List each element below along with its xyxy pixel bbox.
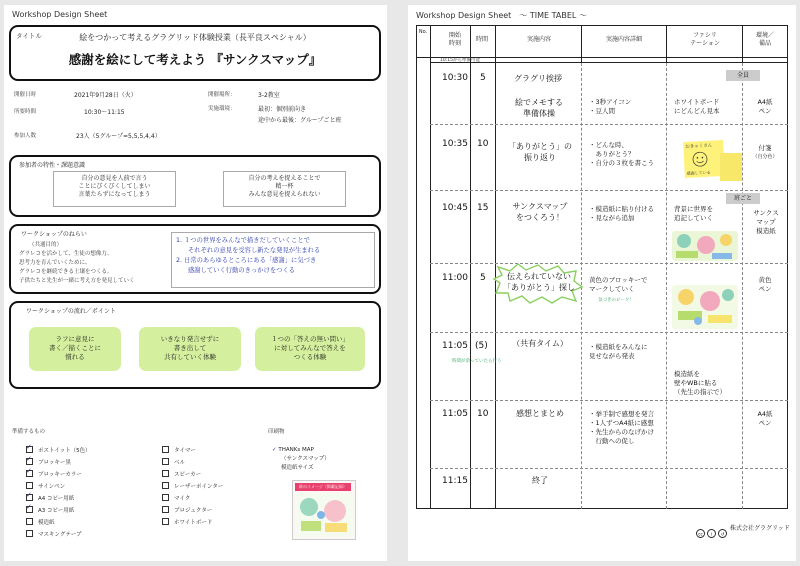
row-3-duration: 10 bbox=[477, 139, 489, 149]
row-3-detail: ・どんな時、 ありがとう？ ・自分の３枚を書こう bbox=[589, 141, 654, 167]
prep-item-label: A4 コピー用紙 bbox=[38, 496, 75, 502]
row-4-time: 10:45 bbox=[442, 203, 468, 213]
title-box bbox=[9, 25, 381, 81]
aim-description: グラレコを活かして、生徒の想像力、 思考力を育んでいくために、 グラレコを継続できる土壌をつくる。 子供たちと先生が一緒に考え方を発見していく bbox=[19, 251, 135, 284]
row-4-detail: ・模造紙に貼り付ける ・見ながら追加 bbox=[589, 205, 654, 222]
unchecked-box-icon[interactable] bbox=[162, 482, 169, 489]
checked-box-icon[interactable] bbox=[26, 470, 33, 477]
col-detail: 実施内容詳細 bbox=[605, 36, 642, 43]
aim-box bbox=[9, 224, 381, 294]
prep-item-label: ポストイット（5色） bbox=[38, 448, 91, 454]
row-6-activity: （共有タイム） bbox=[512, 339, 568, 348]
row-1-activity: グラグリ挨拶 bbox=[514, 74, 562, 83]
row-5-activity: 伝えられていない 「ありがとう」探し bbox=[503, 272, 575, 292]
prep-item-label: ホワイトボード bbox=[174, 520, 213, 526]
right-timetable-sheet bbox=[408, 5, 796, 561]
trait-card-1: 自分の意見を人前で言う ことにびくびくしてしまい 言葉たらずになってしまう bbox=[53, 171, 176, 207]
tag-group: 班ごと bbox=[726, 193, 760, 204]
row-2-environment: A4紙 ペン bbox=[757, 98, 773, 115]
row-8-duration: 10 bbox=[477, 409, 489, 419]
flow-card-1: ラフに意見に 書く／描くことに 慣れる bbox=[29, 327, 121, 371]
prep-item-label: ブロッキー黒 bbox=[38, 460, 71, 466]
creative-commons-icon bbox=[696, 529, 728, 538]
date-value: 2021年9月28日（火） bbox=[74, 92, 137, 99]
prep-item-label: プロジェクター bbox=[174, 508, 213, 514]
env-value-2: 途中から最後：グループごと班 bbox=[258, 117, 342, 124]
duration-label: 所要時間 bbox=[14, 109, 37, 115]
row-2-facilitation: ホワイトボード にどんどん見本 bbox=[674, 98, 720, 115]
row-5-duration: 5 bbox=[480, 273, 486, 283]
flow-box bbox=[9, 301, 381, 389]
row-9-activity: 終了 bbox=[532, 476, 548, 485]
duration-value: 10:30～11:15 bbox=[84, 109, 125, 116]
row-1-time: 10:30 bbox=[442, 73, 468, 83]
row-6-time: 11:05 bbox=[442, 341, 468, 351]
print-heading: 印刷物 bbox=[268, 429, 285, 435]
row-3-activity: 「ありがとう」の 振り返り bbox=[508, 142, 572, 162]
prep-item bbox=[162, 446, 196, 454]
prep-item bbox=[26, 470, 82, 478]
prep-item bbox=[26, 506, 74, 514]
sticky-note-stack bbox=[720, 153, 742, 181]
unchecked-box-icon[interactable] bbox=[26, 530, 33, 537]
thanks-map-image-1 bbox=[672, 231, 738, 261]
thanks-map-image-2 bbox=[672, 285, 738, 329]
title-label: タイトル bbox=[16, 32, 42, 40]
row-2-activity: 絵でメモする 準備体操 bbox=[515, 98, 563, 118]
aim-sub-heading: （共通目的） bbox=[29, 242, 63, 248]
checked-box-icon[interactable] bbox=[26, 458, 33, 465]
unchecked-box-icon[interactable] bbox=[162, 518, 169, 525]
print-item: ✓ THANKs MAP （サンクスマップ） 模造紙サイズ bbox=[272, 447, 330, 471]
prep-item bbox=[26, 482, 65, 490]
prep-item bbox=[26, 494, 74, 502]
prep-item bbox=[162, 482, 223, 490]
col-facilitation: ファシリ テーション bbox=[690, 32, 720, 47]
row-8-activity: 感想とまとめ bbox=[516, 409, 564, 418]
prep-item-label: A3 コピー用紙 bbox=[38, 508, 75, 514]
row-8-environment: A4紙 ペン bbox=[757, 410, 773, 427]
prep-item bbox=[162, 518, 212, 526]
subtitle: 絵をつかって考えるグラグリッド体験授業（長平良スペシャル） bbox=[79, 33, 311, 42]
col-no: No. bbox=[418, 29, 428, 35]
trait-card-2: 自分の考えを捉えることで 精一杯 みんな意見を捉えられない bbox=[223, 171, 346, 207]
col-activity: 実施内容 bbox=[526, 36, 551, 43]
thumbnail-caption: 絵のイメージ（掲載記録） bbox=[295, 483, 351, 491]
prep-item bbox=[162, 506, 212, 514]
left-design-sheet bbox=[4, 5, 387, 561]
prep-item-label: レーザーポインター bbox=[174, 484, 224, 490]
row-9-time: 11:15 bbox=[442, 476, 468, 486]
unchecked-box-icon[interactable] bbox=[162, 506, 169, 513]
prep-start-note: 10:15から準備可能 bbox=[440, 58, 480, 63]
prep-item bbox=[162, 470, 201, 478]
left-sheet-header: Workshop Design Sheet bbox=[12, 10, 108, 19]
main-title: 感謝を絵にして考えよう 『サンクスマップ』 bbox=[68, 52, 322, 67]
peak-note: 気づきのピーク！ bbox=[598, 298, 634, 303]
license-badge bbox=[696, 523, 728, 537]
thanks-map-illustration bbox=[295, 493, 353, 537]
people-label: 参加人数 bbox=[14, 133, 37, 139]
company-footer: 株式会社グラグリッド bbox=[730, 525, 790, 532]
unchecked-box-icon[interactable] bbox=[162, 458, 169, 465]
prep-item-label: マイク bbox=[174, 496, 191, 502]
traits-box bbox=[9, 155, 381, 217]
env-value-1: 最初：個別前向き bbox=[258, 106, 307, 113]
row-7-facilitation: 模造紙を 壁やWBに貼る （先生の指示で） bbox=[674, 370, 726, 396]
col-start: 開始 時刻 bbox=[448, 32, 461, 47]
prep-item bbox=[162, 494, 190, 502]
prep-item-label: ブロッキーカラー bbox=[38, 472, 82, 478]
thanks-map-thumbnail bbox=[292, 480, 356, 540]
row-6-duration: (5) bbox=[475, 341, 488, 351]
people-value: 23人（5グループ=5,5,5,4,4） bbox=[76, 133, 161, 140]
date-label: 開催日時 bbox=[14, 92, 37, 98]
unchecked-box-icon[interactable] bbox=[162, 446, 169, 453]
sticky-note-drawing: おきゃくさん 感謝している bbox=[683, 140, 725, 178]
prep-item bbox=[26, 446, 91, 454]
timetable-header: Workshop Design Sheet ～ TIME TABEL ～ bbox=[416, 11, 587, 20]
prep-item-label: サインペン bbox=[38, 484, 66, 490]
env-label: 実施環境： bbox=[208, 106, 236, 112]
checked-box-icon[interactable] bbox=[26, 506, 33, 513]
check-icon: ✓ bbox=[272, 447, 277, 453]
unchecked-box-icon[interactable] bbox=[26, 482, 33, 489]
traits-heading: 参加者の特性・課題意識 bbox=[19, 162, 86, 169]
checked-box-icon[interactable] bbox=[26, 446, 33, 453]
smiley-face-icon bbox=[684, 149, 725, 169]
row-5-detail: 黄色のブロッキーで マークしていく bbox=[589, 276, 648, 293]
row-1-duration: 5 bbox=[480, 73, 486, 83]
aim-goals: 1. １つの世界をみんなで描きだしていくことで それぞれの意見を受容し新たな発見が生まれる 2. 日常のあらゆるところにある「感謝」に気づき 感謝していく行動のきっかけをつくる bbox=[171, 232, 375, 288]
prep-item bbox=[26, 518, 55, 526]
flow-card-2: いきなり発言せずに 書き出して 共有していく体験 bbox=[139, 327, 241, 371]
row-4-facilitation: 背景に世界を 追記していく bbox=[674, 205, 713, 222]
svg-text:cc: cc bbox=[698, 531, 703, 537]
aim-heading: ワークショップのねらい bbox=[21, 231, 87, 238]
row-5-environment: 黄色 ペン bbox=[758, 276, 772, 293]
prep-item-label: マスキングテープ bbox=[38, 532, 82, 538]
row-4-duration: 15 bbox=[477, 203, 489, 213]
row-8-time: 11:05 bbox=[442, 409, 468, 419]
prep-item bbox=[26, 458, 71, 466]
prep-item bbox=[26, 530, 82, 538]
row-6-detail: ・模造紙をみんなに 見せながら発表 bbox=[589, 343, 648, 360]
col-environment: 環境／ 備品 bbox=[755, 32, 774, 47]
svg-text:↺: ↺ bbox=[720, 531, 725, 537]
prep-heading: 準備するもの bbox=[12, 429, 46, 435]
row-8-detail: ・挙手制で感想を発言 ・1人ずつA4紙に感想 ・先生からのなげかけ 行動への促し bbox=[589, 410, 654, 445]
row-3-time: 10:35 bbox=[442, 139, 468, 149]
place-label: 開催場所： bbox=[208, 92, 236, 98]
optional-note: 時間が余っていたら行う bbox=[452, 359, 502, 364]
row-3-environment: 付箋 （自分色） bbox=[752, 144, 778, 160]
row-4-environment: サンクス マップ 模造紙 bbox=[753, 209, 779, 235]
tag-all: 全員 bbox=[726, 70, 760, 81]
prep-item-label: ベル bbox=[174, 460, 186, 466]
unchecked-box-icon[interactable] bbox=[162, 470, 169, 477]
row-2-detail: ・3秒アイコン ・豆人間 bbox=[589, 98, 632, 115]
prep-item-label: タイマー bbox=[174, 448, 196, 454]
checked-box-icon[interactable] bbox=[26, 494, 33, 501]
prep-item bbox=[162, 458, 185, 466]
prep-item-label: スピーカー bbox=[174, 472, 202, 478]
unchecked-box-icon[interactable] bbox=[26, 518, 33, 525]
prep-item-label: 模造紙 bbox=[38, 520, 55, 526]
row-4-activity: サンクスマップ をつくろう！ bbox=[512, 202, 568, 222]
event-info bbox=[14, 87, 384, 147]
flow-card-3: １つの「答えの無い問い」 に対してみんなで答えを つくる体験 bbox=[255, 327, 365, 371]
flow-heading: ワークショップの流れ／ポイント bbox=[26, 308, 116, 315]
svg-text:i: i bbox=[710, 531, 713, 537]
place-value: 3-2教室 bbox=[258, 92, 280, 99]
unchecked-box-icon[interactable] bbox=[162, 494, 169, 501]
col-duration: 時間 bbox=[475, 36, 488, 43]
row-5-time: 11:00 bbox=[442, 273, 468, 283]
